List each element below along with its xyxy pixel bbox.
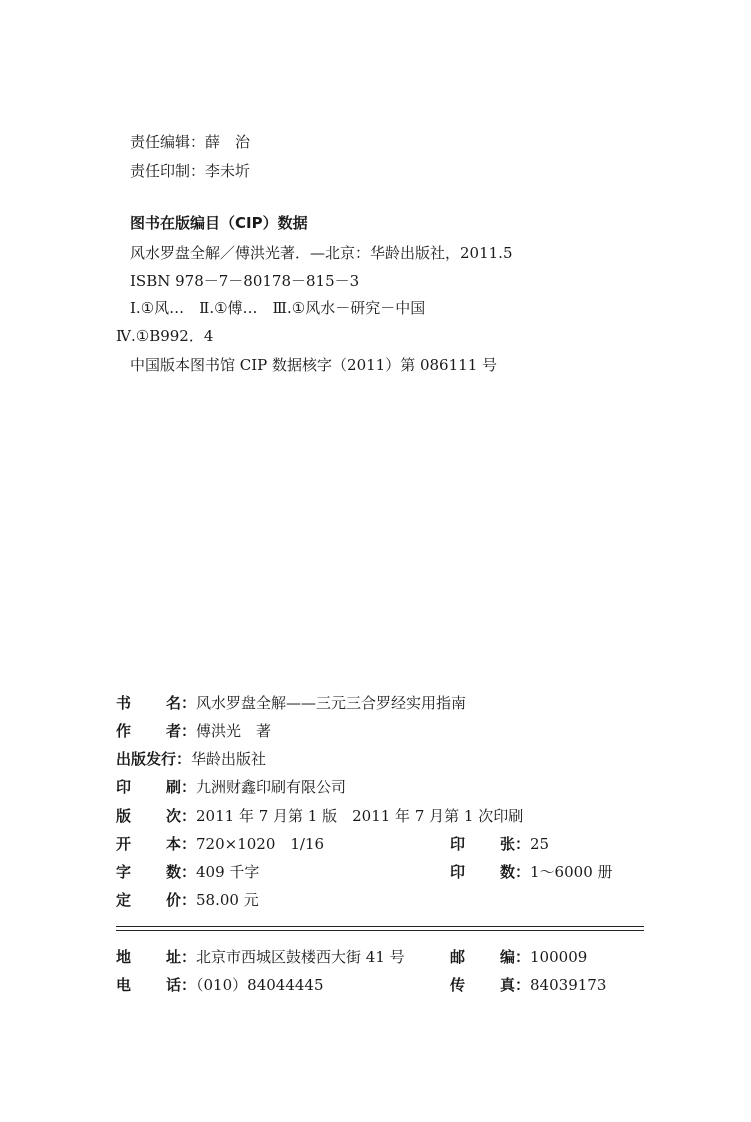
- info-sheets-label-b: 张：: [500, 835, 531, 853]
- contact-fax-value: 84039173: [530, 976, 607, 994]
- info-title-row: [116, 693, 466, 713]
- contact-fax-row: [450, 975, 606, 995]
- info-price-value: 58.00 元: [196, 891, 259, 909]
- info-edition-row: [116, 806, 523, 826]
- divider-bottom-rule: [116, 930, 644, 931]
- info-author-value: 傅洪光 著: [196, 722, 272, 740]
- info-words-label-b: 数：: [166, 863, 197, 881]
- editor-label: 责任编辑：: [130, 133, 206, 151]
- info-edition-value: 2011 年 7 月第 1 版 2011 年 7 月第 1 次印刷: [196, 807, 524, 825]
- info-publisher-value: 华龄出版社: [191, 750, 267, 768]
- info-sheets-row: [450, 834, 549, 854]
- printing-supervisor-label: 责任印制：: [130, 162, 206, 180]
- contact-phone-row: [116, 975, 324, 995]
- info-price-label-a: 定: [116, 891, 132, 909]
- contact-phone-label-a: 电: [116, 976, 132, 994]
- contact-postcode-label-a: 邮: [450, 948, 466, 966]
- contact-fax-label-b: 真：: [500, 976, 531, 994]
- cip-line-record: 中国版本图书馆 CIP 数据核字（2011）第 086111 号: [130, 356, 498, 374]
- info-title-value: 风水罗盘全解——三元三合罗经实用指南: [196, 694, 467, 712]
- info-printer-value: 九洲财鑫印刷有限公司: [196, 778, 347, 796]
- info-title-label-a: 书: [116, 694, 132, 712]
- contact-phone-value: （010）84044445: [196, 976, 324, 994]
- cip-line-isbn: ISBN 978－7－80178－815－3: [130, 272, 360, 290]
- info-printer-label-a: 印: [116, 778, 132, 796]
- info-printer-label-b: 刷：: [166, 778, 197, 796]
- info-edition-label-a: 版: [116, 807, 132, 825]
- info-format-row: [116, 834, 324, 854]
- info-price-row: [116, 890, 259, 910]
- cip-line-title: 风水罗盘全解／傅洪光著．—北京：华龄出版社，2011.5: [130, 244, 513, 262]
- contact-postcode-label-b: 编：: [500, 948, 531, 966]
- info-author-row: [116, 721, 271, 741]
- info-title-label-b: 名：: [166, 694, 197, 712]
- info-words-row: [116, 862, 259, 882]
- cip-heading: 图书在版编目（CIP）数据: [130, 214, 308, 232]
- contact-phone-label-b: 话：: [166, 976, 197, 994]
- info-sheets-value: 25: [530, 835, 550, 853]
- info-sheets-label-a: 印: [450, 835, 466, 853]
- info-author-label-b: 者：: [166, 722, 197, 740]
- cip-line-classification: Ⅰ.①风… Ⅱ.①傅… Ⅲ.①风水－研究－中国: [130, 299, 426, 317]
- contact-address-value: 北京市西城区鼓楼西大街 41 号: [196, 948, 405, 966]
- contact-postcode-value: 100009: [530, 948, 588, 966]
- cip-line-clc: Ⅳ.①B992．4: [116, 327, 214, 345]
- info-format-label-a: 开: [116, 835, 132, 853]
- printing-supervisor-line: [130, 161, 250, 181]
- contact-fax-label-a: 传: [450, 976, 466, 994]
- contact-address-label-b: 址：: [166, 948, 197, 966]
- info-author-label-a: 作: [116, 722, 132, 740]
- info-print-run-label-a: 印: [450, 863, 466, 881]
- editor-value: 薛 治: [205, 133, 251, 151]
- info-print-run-value: 1～6000 册: [530, 863, 613, 881]
- info-words-value: 409 千字: [196, 863, 260, 881]
- info-format-label-b: 本：: [166, 835, 197, 853]
- info-publisher-row: [116, 749, 266, 769]
- editor-line: [130, 132, 250, 152]
- info-publisher-label: 出版发行：: [116, 750, 192, 768]
- printing-supervisor-value: 李未圻: [205, 162, 251, 180]
- info-edition-label-b: 次：: [166, 807, 197, 825]
- contact-address-row: [116, 947, 405, 967]
- info-printer-row: [116, 777, 346, 797]
- contact-address-label-a: 地: [116, 948, 132, 966]
- info-price-label-b: 价：: [166, 891, 197, 909]
- info-words-label-a: 字: [116, 863, 132, 881]
- contact-postcode-row: [450, 947, 587, 967]
- divider-top-rule: [116, 926, 644, 927]
- info-format-value: 720×1020 1/16: [196, 835, 325, 853]
- info-print-run-row: [450, 862, 613, 882]
- info-print-run-label-b: 数：: [500, 863, 531, 881]
